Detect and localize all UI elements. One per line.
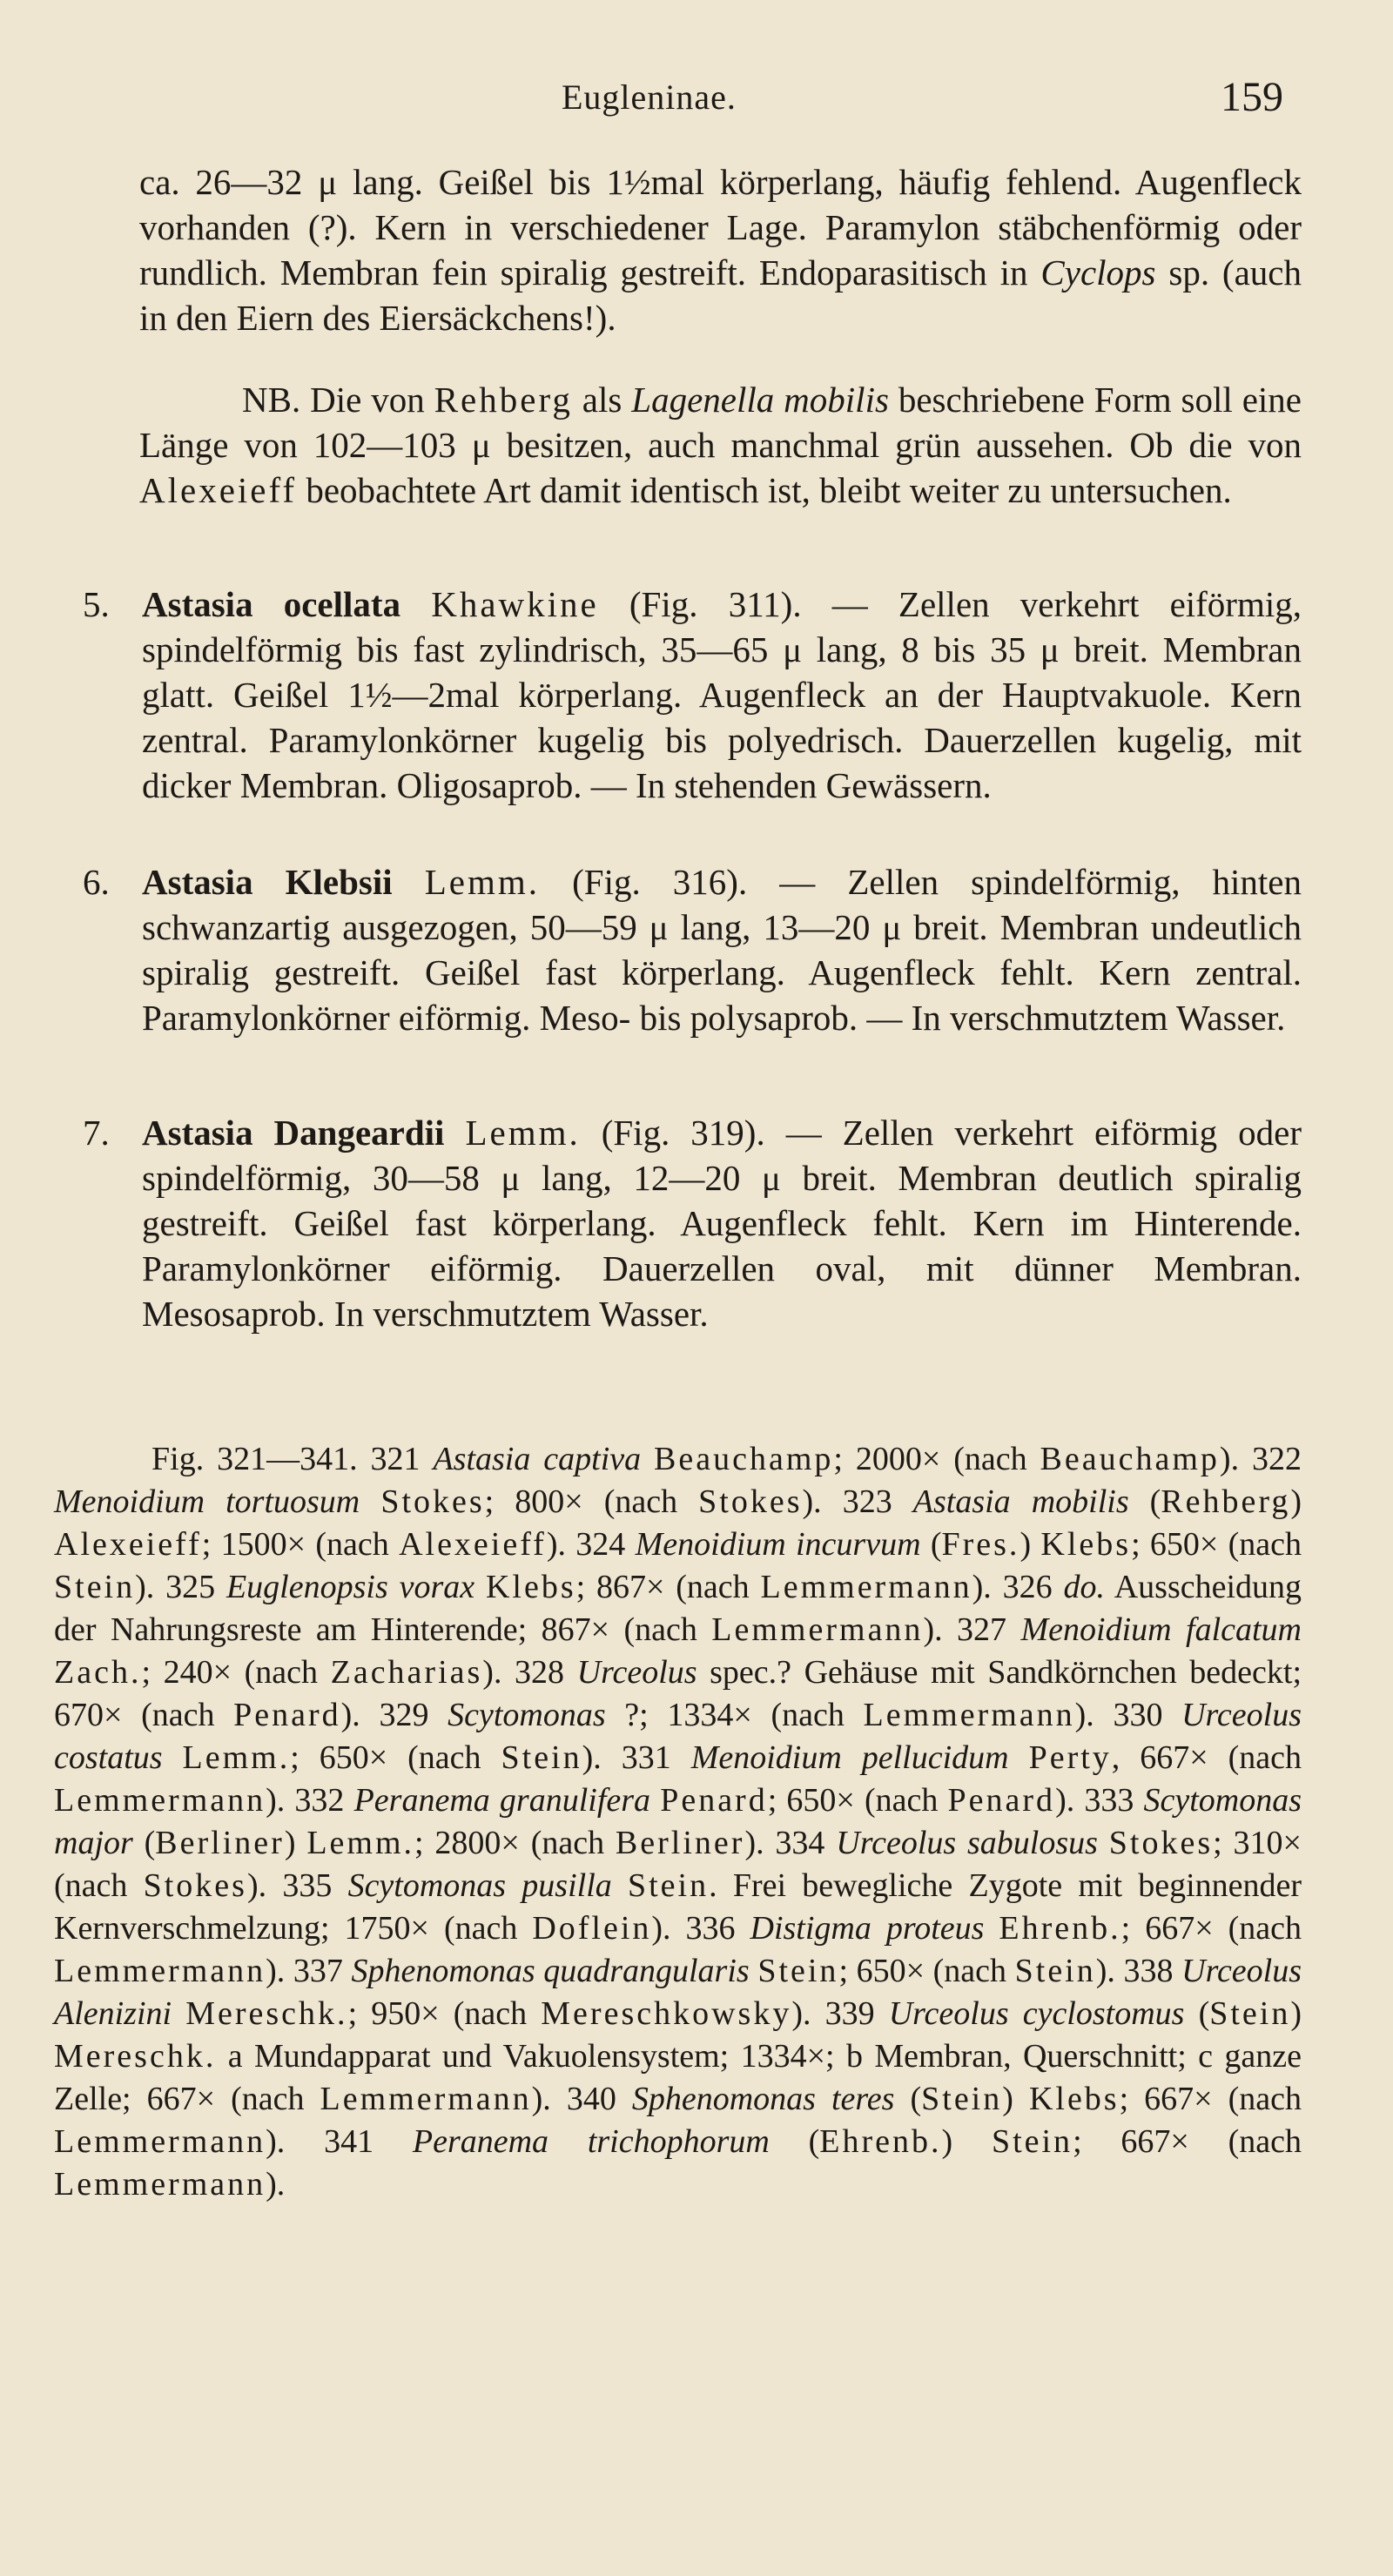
author-name: Mereschkowsky [541, 1995, 792, 2032]
taxon-name: Urceolus [576, 1654, 697, 1691]
caption-segment: ; 667× (nach [1119, 2081, 1302, 2117]
caption-segment [1009, 1739, 1029, 1776]
species-name: Astasia Dangeardii [142, 1113, 445, 1153]
caption-segment: ; 950× (nach [347, 1995, 542, 2032]
entry-number: 7. [83, 1113, 110, 1153]
caption-segment: ; 2000× (nach [833, 1441, 1040, 1477]
caption-segment: ( [1128, 1483, 1161, 1520]
author-name: Klebs [485, 1569, 576, 1605]
caption-segment: ) [941, 2123, 992, 2160]
author-name: Lemm. [182, 1739, 291, 1776]
author-name: Fres. [941, 1526, 1020, 1563]
note-text: als [572, 380, 632, 420]
entry-description: (Fig. 319). — Zellen verkehrt eiförmig oder spindelförmig, 30—58 μ lang, 12—20 μ breit. Membran deutlich spiralig gestreift. Geißel fast körperlang. Augenfleck fehlt. Kern im Hinterende. Paramylonkörner eiförmig. Dauerzellen oval, mit dünner Membran. Mesosaprob. In verschmutztem Wasser. [142, 1113, 1302, 1334]
author-name: Alexeieff [399, 1526, 547, 1563]
taxon-name: Menoidium tortuosum [54, 1483, 360, 1520]
note-text: NB. Die von [242, 380, 434, 420]
author-name: Lemmermann [760, 1569, 972, 1605]
caption-segment: ). 330 [1074, 1697, 1182, 1733]
taxon-name: Menoidium falcatum [1020, 1611, 1302, 1648]
caption-segment: ). 335 [246, 1867, 348, 1904]
caption-segment: ). 334 [744, 1825, 837, 1861]
author-name: Alexeieff [54, 1526, 202, 1563]
author-name: Ehrenb. [819, 2123, 942, 2160]
author-name: Penard [660, 1782, 768, 1819]
caption-segment: . Frei bewegliche Zygote mit beginnender Kernverschmelzung; 1750× (nach [54, 1867, 1302, 1947]
note-text: beschriebene Form soll eine Länge von 102—103 μ besitzen, auch manchmal grün aussehen. Ob die von [139, 380, 1302, 465]
taxon-name: Sphenomonas teres [631, 2081, 895, 2117]
author-name: Lemm. [465, 1113, 581, 1153]
taxon-name: Cyclops [1040, 252, 1156, 293]
caption-segment [612, 1867, 628, 1904]
author-name: Beauchamp [1040, 1441, 1220, 1477]
author-name: Stein [1209, 1995, 1291, 2032]
taxon-name: Urceolus cyclostomus [888, 1995, 1185, 2032]
taxon-name: Scytomonas [448, 1697, 606, 1733]
taxon-name: Menoidium incurvum [635, 1526, 921, 1563]
caption-segment: ). 332 [266, 1782, 354, 1819]
caption-segment: ; 800× (nach [484, 1483, 699, 1520]
taxon-name: Euglenopsis vorax [225, 1569, 475, 1605]
author-name: Penard [233, 1697, 341, 1733]
taxon-name: Scytomonas pusilla [347, 1867, 612, 1904]
caption-segment: ). 339 [791, 1995, 889, 2032]
author-name: Doflein [532, 1910, 652, 1947]
caption-segment: ). [266, 2166, 286, 2203]
taxon-name: Scytomonas major [54, 1782, 1302, 1861]
entry-number: 6. [83, 862, 110, 902]
author-name: Stokes [380, 1483, 485, 1520]
author-name: Perty [1028, 1739, 1112, 1776]
caption-segment: Ausscheidung der Nahrungsreste am Hinterende; 867× (nach [54, 1569, 1302, 1648]
note-text: beobachtete Art damit identisch ist, bleibt weiter zu untersuchen. [297, 470, 1232, 510]
author-name: Lemm. [306, 1825, 415, 1861]
author-name: Stein [54, 1569, 136, 1605]
caption-segment: ). 338 [1095, 1953, 1182, 1989]
caption-segment: ). 324 [546, 1526, 636, 1563]
author-name: Ehrenb. [999, 1910, 1121, 1947]
caption-segment: ) [1290, 1995, 1302, 2032]
caption-segment: ). 323 [802, 1483, 913, 1520]
caption-segment: ). 336 [651, 1910, 750, 1947]
entry-description: (Fig. 316). — Zellen spindelförmig, hinten schwanzartig ausgezogen, 50—59 μ lang, 13—20 μ breit. Membran undeutlich spiralig gestreift. Geißel fast körperlang. Augenfleck fehlt. Kern zentral. Paramylonkörner eiförmig. Meso- bis polysaprob. — In verschmutztem Wasser. [142, 862, 1302, 1038]
species-entry [83, 582, 1302, 808]
caption-segment: ). 333 [1055, 1782, 1144, 1819]
species-name: Astasia Klebsii [142, 862, 393, 902]
caption-segment: ) [284, 1825, 307, 1861]
author-name: Lemmermann [54, 1953, 266, 1989]
caption-segment [750, 1953, 758, 1989]
author-name: Lemmermann [54, 1782, 266, 1819]
caption-segment: ( [769, 2123, 820, 2160]
caption-segment: ; 650× (nach [290, 1739, 501, 1776]
author-name: Rehberg [434, 380, 573, 420]
taxon-name: Peranema trichophorum [412, 2123, 770, 2160]
caption-segment: spec.? Gehäuse mit Sandkörnchen bedeckt; 670× (nach [54, 1654, 1302, 1733]
caption-segment: ( [894, 2081, 922, 2117]
caption-segment: ; 310× (nach [54, 1825, 1302, 1904]
author-name: Zach. [54, 1654, 142, 1691]
caption-segment: ; 650× (nach [1131, 1526, 1302, 1563]
caption-segment: ; 667× (nach [1120, 1910, 1302, 1947]
author-name: Stein [757, 1953, 839, 1989]
caption-segment: ). 337 [266, 1953, 352, 1989]
caption-segment: ). 331 [582, 1739, 691, 1776]
caption-segment: ; 1500× (nach [201, 1526, 400, 1563]
caption-segment: ; 240× (nach [141, 1654, 331, 1691]
author-name: Klebs [1040, 1526, 1132, 1563]
caption-segment [172, 1995, 185, 2032]
author-name: Mereschk. [54, 2038, 217, 2075]
page-number: 159 [1221, 74, 1283, 120]
species-entry [83, 859, 1302, 1040]
author-name: Stokes [143, 1867, 247, 1904]
taxon-name: Urceolus Alenizini [54, 1953, 1302, 2032]
caption-segment: ). 327 [923, 1611, 1021, 1648]
caption-segment: ( [132, 1825, 156, 1861]
continuation-paragraph [139, 159, 1302, 340]
author-name: Beauchamp [654, 1441, 834, 1477]
caption-segment: a Mundapparat und Vakuolensystem; 1334×; b Membran, Querschnitt; c ganze Zelle; 667× (nach [54, 2038, 1302, 2117]
caption-segment: , 667× (nach [1111, 1739, 1302, 1776]
caption-text [54, 1438, 1302, 2206]
taxon-name: Peranema granulifera [353, 1782, 651, 1819]
taxon-name: Urceolus costatus [54, 1697, 1302, 1776]
continuation-text: ca. 26—32 μ lang. Geißel bis 1½mal körperlang, häufig fehlend. Augenfleck vorhanden (?). Kern in verschiedener Lage. Paramylon stäbchenförmig oder rundlich. Membran fein spiralig gestreift. Endoparasitisch in [139, 162, 1302, 293]
author-name: Stein [627, 1867, 710, 1904]
author-name: Lemmermann [863, 1697, 1075, 1733]
caption-segment: ). 326 [972, 1569, 1064, 1605]
author-name: Stein [1014, 1953, 1096, 1989]
caption-segment [984, 1910, 999, 1947]
species-entry [83, 1110, 1302, 1336]
caption-segment: ; 667× (nach [1073, 2123, 1302, 2160]
author-name: Rehberg [1161, 1483, 1291, 1520]
author-name: Mereschk. [185, 1995, 348, 2032]
taxon-name: Astasia captiva [433, 1441, 642, 1477]
caption-segment: ). 325 [135, 1569, 226, 1605]
author-name: Lemmermann [320, 2081, 532, 2117]
taxon-name: Urceolus sabulosus [836, 1825, 1098, 1861]
author-name: Klebs [1028, 2081, 1120, 2117]
caption-segment [163, 1739, 183, 1776]
caption-segment: Fig. 321—341. 321 [151, 1441, 434, 1477]
taxon-name: Lagenella mobilis [631, 380, 889, 420]
taxon-name: Astasia mobilis [912, 1483, 1129, 1520]
taxon-name: do. [1063, 1569, 1105, 1605]
author-name: Berliner [615, 1825, 745, 1861]
page-header [0, 70, 1393, 122]
taxon-name: Sphenomonas quadrangularis [351, 1953, 750, 1989]
caption-segment: ( [1184, 1995, 1210, 2032]
continuation-text-end: sp. (auch in den Eiern des Eiersäckchens!). [139, 252, 1302, 338]
author-name: Berliner [155, 1825, 285, 1861]
author-name: Lemm. [424, 862, 541, 902]
caption-segment: ; 650× (nach [838, 1953, 1015, 1989]
caption-segment: ). 329 [340, 1697, 448, 1733]
taxon-name: Distigma proteus [750, 1910, 985, 1947]
caption-segment: ; 2800× (nach [414, 1825, 616, 1861]
author-name: Zacharias [330, 1654, 483, 1691]
caption-segment: ). 340 [531, 2081, 632, 2117]
author-name: Lemmermann [711, 1611, 924, 1648]
figure-caption [54, 1438, 1302, 2206]
running-head: Eugleninae. [562, 77, 737, 117]
entry-number: 5. [83, 584, 110, 624]
author-name: Stein [991, 2123, 1073, 2160]
caption-segment: ). 341 [266, 2123, 413, 2160]
author-name: Khawkine [431, 584, 599, 624]
caption-segment: ). 322 [1219, 1441, 1302, 1477]
caption-segment [1098, 1825, 1109, 1861]
author-name: Stokes [698, 1483, 803, 1520]
caption-segment: ) [1020, 1526, 1041, 1563]
caption-segment: ; 867× (nach [575, 1569, 761, 1605]
taxon-name: Menoidium pellucidum [690, 1739, 1009, 1776]
caption-segment [360, 1483, 380, 1520]
caption-segment: ) [1290, 1483, 1302, 1520]
author-name: Stein [921, 2081, 1003, 2117]
caption-segment [474, 1569, 486, 1605]
caption-segment: ?; 1334× (nach [605, 1697, 864, 1733]
author-name: Penard [947, 1782, 1056, 1819]
note-paragraph [139, 377, 1302, 513]
caption-segment: ) [1002, 2081, 1029, 2117]
author-name: Lemmermann [54, 2166, 266, 2203]
caption-segment: ). 328 [482, 1654, 577, 1691]
entry-description: (Fig. 311). — Zellen verkehrt eiförmig, spindelförmig bis fast zylindrisch, 35—65 μ lang, 8 bis 35 μ breit. Membran glatt. Geißel 1½—2mal körperlang. Augenfleck an der Hauptvakuole. Kern zentral. Paramylonkörner kugelig bis polyedrisch. Dauerzellen kugelig, mit dicker Membran. Oligosaprob. — In stehenden Gewässern. [142, 584, 1302, 805]
species-name: Astasia ocellata [142, 584, 401, 624]
author-name: Lemmermann [54, 2123, 266, 2160]
author-name: Stein [501, 1739, 582, 1776]
caption-segment: ( [920, 1526, 942, 1563]
author-name: Alexeieff [139, 470, 298, 510]
caption-segment: ; 650× (nach [767, 1782, 948, 1819]
caption-segment [641, 1441, 654, 1477]
caption-segment [650, 1782, 660, 1819]
author-name: Stokes [1108, 1825, 1214, 1861]
